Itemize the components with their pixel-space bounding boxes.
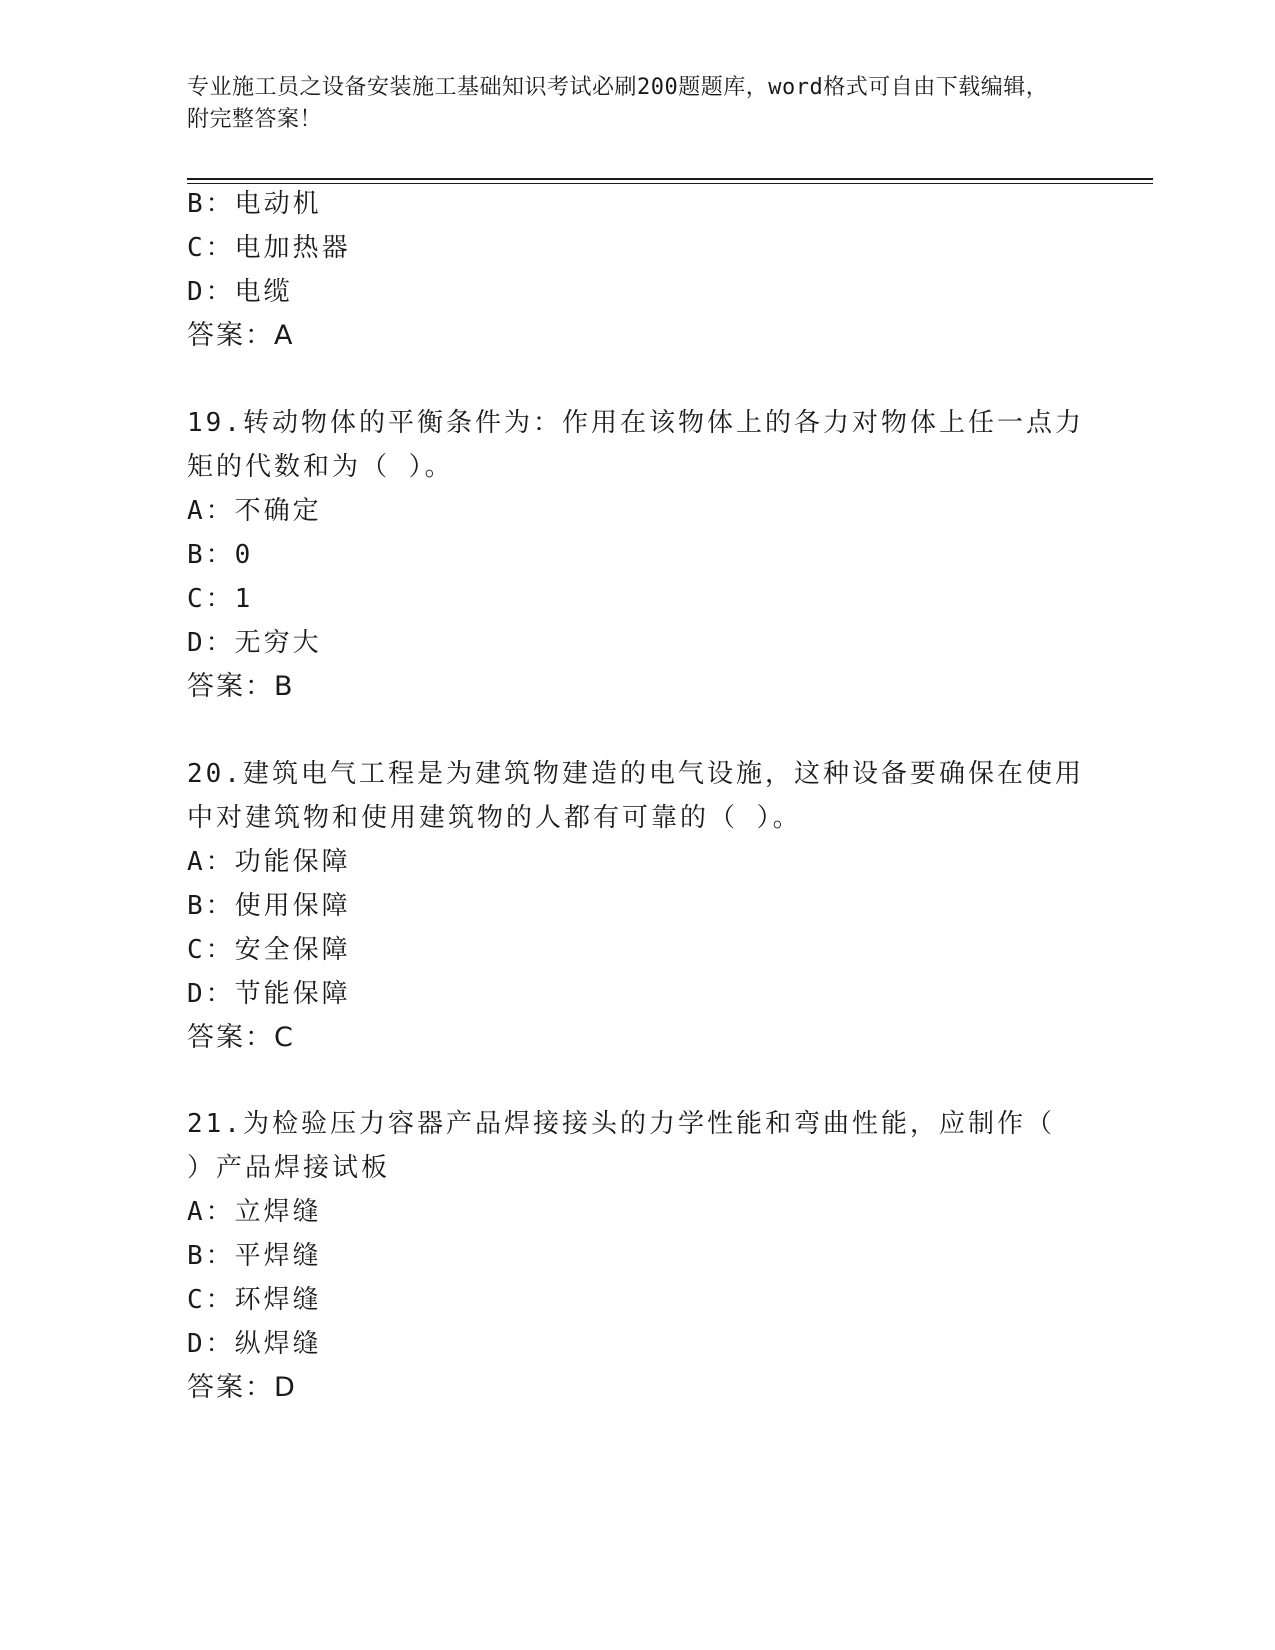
q21-option-c: C：环焊缝 [187, 1285, 322, 1315]
q19-answer: 答案：B [187, 671, 295, 702]
q21-answer: 答案：D [187, 1372, 297, 1403]
q19-option-b: B：0 [187, 540, 254, 570]
header-divider-thin [187, 183, 1153, 184]
q19-option-a: A：不确定 [187, 496, 322, 526]
q18-answer: 答案：A [187, 320, 295, 351]
q20-option-b: B：使用保障 [187, 891, 351, 921]
q21-option-d: D：纵焊缝 [187, 1329, 322, 1359]
header-divider-thick [187, 178, 1153, 180]
q18-option-c: C：电加热器 [187, 233, 351, 263]
q20-option-c: C：安全保障 [187, 935, 351, 965]
q18-option-d: D：电缆 [187, 277, 293, 307]
q20-option-d: D：节能保障 [187, 979, 351, 1009]
q21-option-a: A：立焊缝 [187, 1197, 322, 1227]
q21-stem-line1: 21.为检验压力容器产品焊接接头的力学性能和弯曲性能，应制作（ [187, 1109, 1055, 1139]
q19-stem-line1: 19.转动物体的平衡条件为：作用在该物体上的各力对物体上任一点力 [187, 408, 1084, 438]
q20-stem-line1: 20.建筑电气工程是为建筑物建造的电气设施，这种设备要确保在使用 [187, 759, 1084, 789]
document-header-title: 专业施工员之设备安装施工基础知识考试必刷200题题库，word格式可自由下载编辑，附完整答案！ [187, 75, 1049, 132]
q18-option-b: B：电动机 [187, 189, 322, 219]
q19-stem-line2: 矩的代数和为（ ）。 [187, 452, 454, 482]
q20-answer: 答案：C [187, 1022, 295, 1053]
q21-option-b: B：平焊缝 [187, 1241, 322, 1271]
q21-stem-line2: ）产品焊接试板 [187, 1153, 391, 1183]
q20-option-a: A：功能保障 [187, 847, 351, 877]
q19-option-c: C：1 [187, 584, 254, 614]
q19-option-d: D：无穷大 [187, 628, 322, 658]
q20-stem-line2: 中对建筑物和使用建筑物的人都有可靠的（ ）。 [187, 803, 802, 833]
